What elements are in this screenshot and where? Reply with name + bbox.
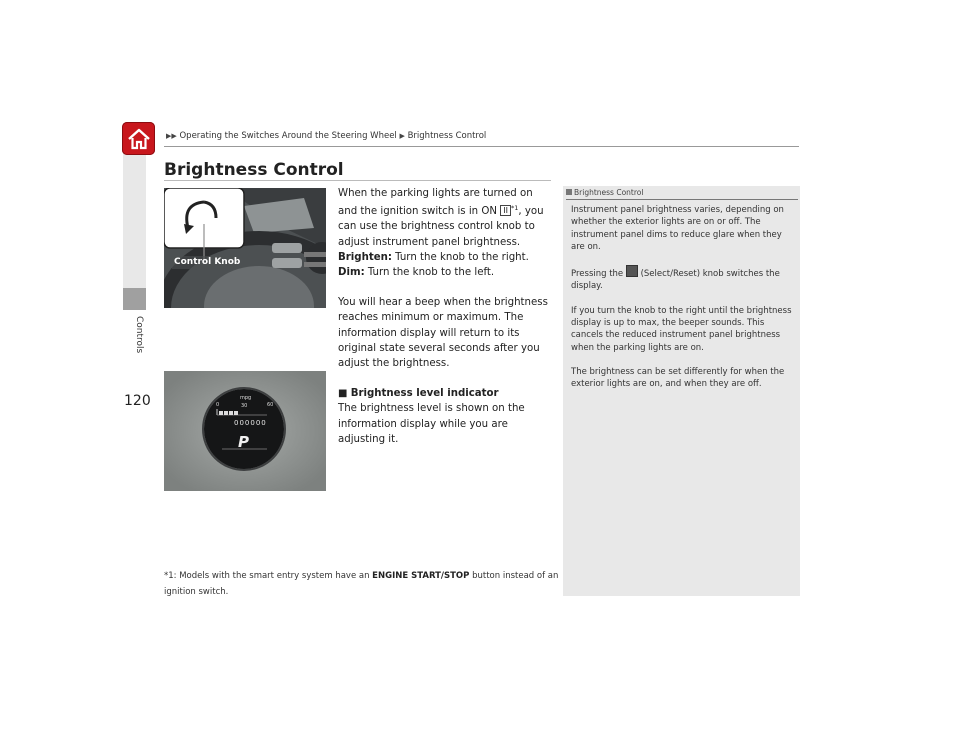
side-note-paragraph: Instrument panel brightness varies, depending on whether the exterior lights are on or off. The instrument panel dims to reduce glare when they are on.: [571, 205, 784, 252]
sidebar-section: [124, 316, 146, 376]
control-knob-illustration: [164, 188, 326, 308]
footnote-reference[interactable]: *1: [510, 204, 519, 213]
home-button[interactable]: [122, 122, 155, 155]
home-icon: [127, 128, 151, 150]
side-note-paragraph: Pressing the (Select/Reset) knob switches the display.: [571, 265, 793, 293]
indicator-heading: ■ Brightness level indicator: [338, 388, 499, 400]
side-note-divider: [566, 199, 798, 200]
select-reset-knob-icon: [626, 265, 638, 277]
indicator-paragraph: The brightness level is shown on the information display while you are adjusting it.: [338, 403, 525, 445]
breadcrumb-arrow-icon: ▶: [399, 132, 405, 140]
breadcrumb-arrow-icon: ▶▶: [166, 132, 177, 140]
title-divider: [164, 180, 551, 181]
gear-indicator: P: [238, 433, 249, 451]
page-number: 120: [124, 393, 151, 409]
sidebar-tab-marker: [123, 288, 146, 310]
gauge-tick-label: 0: [216, 402, 220, 408]
odometer-readout: 000000: [234, 419, 267, 427]
side-note-text: [571, 204, 793, 403]
header-divider: [164, 146, 799, 147]
page-title: Brightness Control: [164, 160, 344, 180]
body-text: [338, 186, 553, 447]
square-bullet-icon: ■: [338, 388, 348, 400]
gauge-tick-label: 60: [267, 402, 274, 408]
control-knob-callout: Control Knob: [174, 257, 241, 267]
note-marker-icon: [566, 189, 572, 195]
section-label: Controls: [134, 316, 144, 354]
brightness-display-illustration: [164, 371, 326, 491]
footnote: *1: Models with the smart entry system have an ENGINE START/STOP button instead of an ignition switch.: [164, 571, 559, 597]
side-note-paragraph: If you turn the knob to the right until the brightness display is up to max, the beeper sounds. This cancels the reduced instrument panel brightness when the parking lights are on.: [571, 305, 792, 353]
brighten-instruction: Brighten: Turn the knob to the right.: [338, 251, 529, 263]
mpg-label: mpg: [240, 395, 252, 401]
breadcrumb-link[interactable]: Operating the Switches Around the Steering Wheel: [179, 131, 397, 141]
side-note-paragraph: The brightness can be set differently for when the exterior lights are on, and when they are off.: [571, 366, 785, 390]
dim-instruction: Dim: Turn the knob to the left.: [338, 267, 495, 279]
gauge-tick-label: 30: [241, 403, 248, 409]
side-note-heading: Brightness Control: [566, 188, 643, 197]
intro-paragraph: When the parking lights are turned on and the ignition switch is in ON II $^{*1}$, you can use the brightness control knob to adjust instrument panel brightness.: [338, 188, 544, 248]
ignition-position-mark: II: [500, 205, 511, 216]
breadcrumb-current: Brightness Control: [407, 131, 487, 141]
beep-paragraph: You will hear a beep when the brightness reaches minimum or maximum. The information display will return to its original state several seconds after you adjust the brightness.: [338, 297, 548, 370]
breadcrumb: [166, 131, 486, 141]
